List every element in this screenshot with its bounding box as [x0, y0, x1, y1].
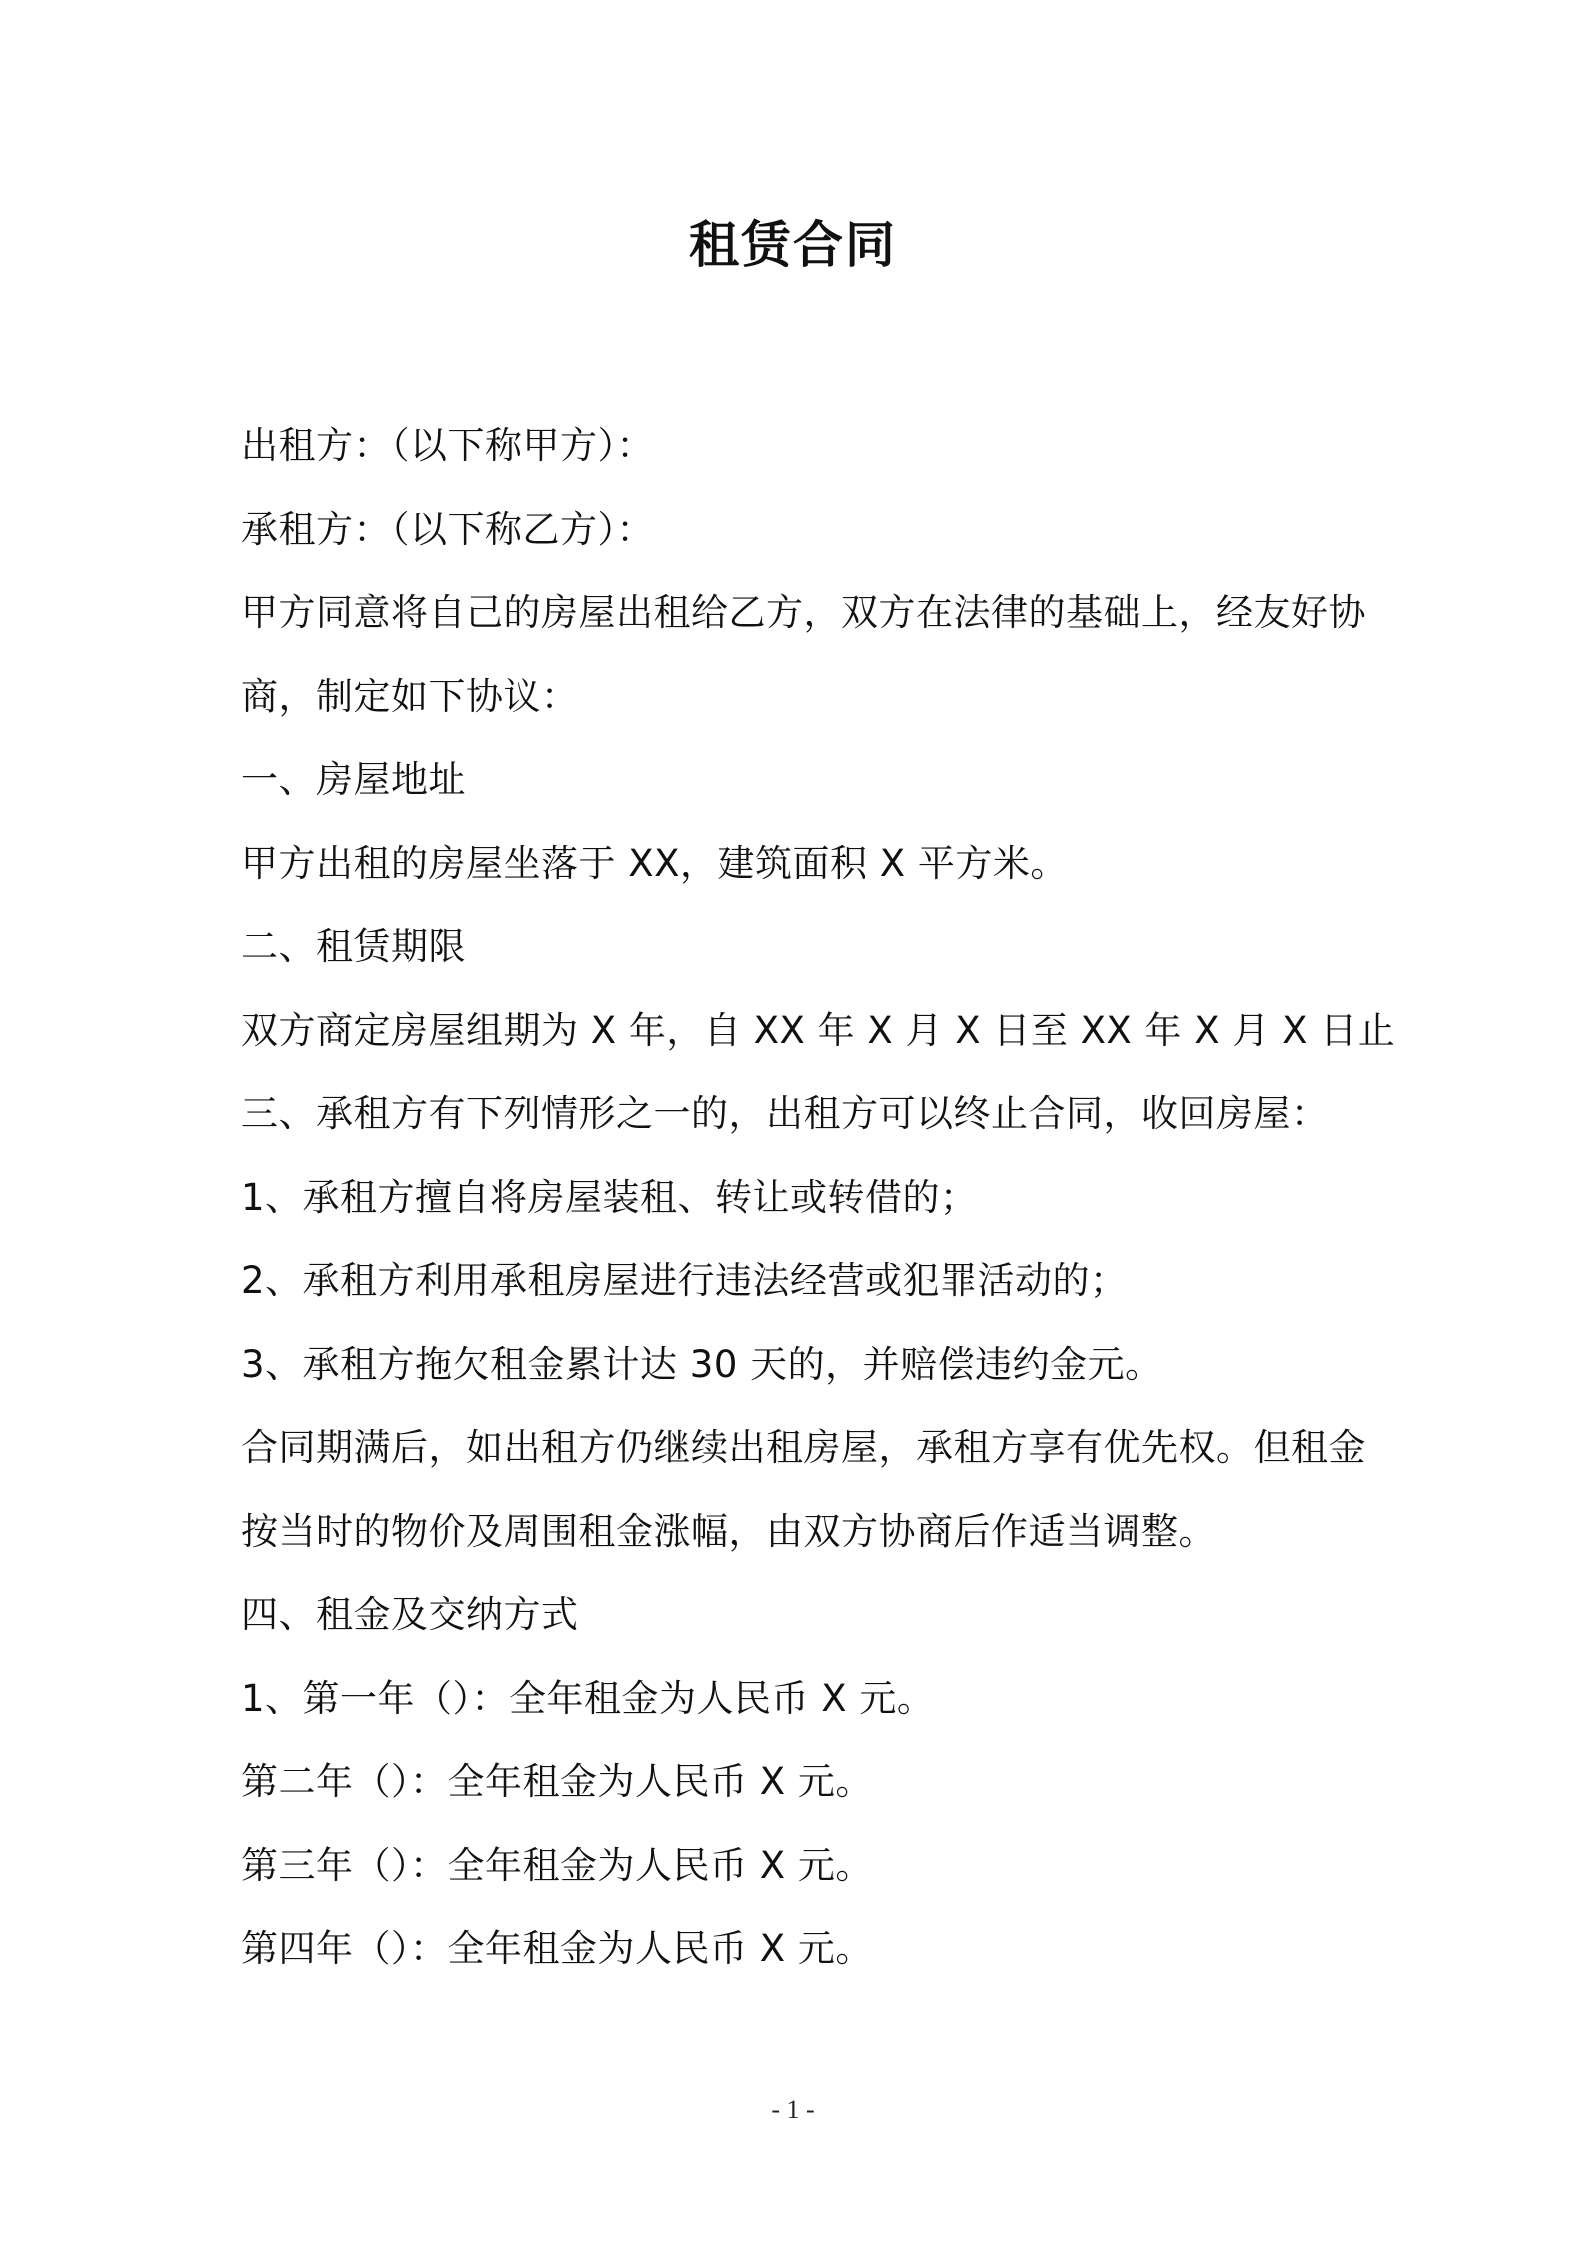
rent-year-3: 第三年（）：全年租金为人民币 X 元。 — [241, 1843, 873, 1887]
page-number: - 1 - — [771, 2095, 815, 2124]
renewal-paragraph-line-1: 合同期满后，如出租方仍继续出租房屋，承租方享有优先权。但租金 — [241, 1426, 1366, 1469]
intro-paragraph-line-1: 甲方同意将自己的房屋出租给乙方，双方在法律的基础上，经友好协 — [241, 591, 1366, 634]
section-1-text: 甲方出租的房屋坐落于 XX，建筑面积 X 平方米。 — [241, 841, 1068, 885]
section-4-heading: 四、租金及交纳方式 — [241, 1593, 579, 1636]
rent-year-1: 1、第一年（）：全年租金为人民币 X 元。 — [241, 1676, 935, 1720]
section-3-heading: 三、承租方有下列情形之一的，出租方可以终止合同，收回房屋： — [241, 1092, 1329, 1135]
document-title: 租赁合同 — [689, 216, 897, 274]
rent-year-4: 第四年（）：全年租金为人民币 X 元。 — [241, 1927, 873, 1970]
section-3-item-2: 2、承租方利用承租房屋进行违法经营或犯罪活动的； — [241, 1259, 1128, 1302]
section-1-heading: 一、房屋地址 — [241, 758, 466, 801]
lessee-line: 承租方：（以下称乙方）： — [241, 507, 654, 551]
section-3-item-1: 1、承租方擅自将房屋装租、转让或转借的； — [241, 1175, 978, 1219]
section-3-item-3: 3、承租方拖欠租金累计达 30 天的，并赔偿违约金元。 — [241, 1342, 1163, 1386]
section-2-text: 双方商定房屋组期为 X 年，自 XX 年 X 月 X 日至 XX 年 X 月 X 日止 — [241, 1008, 1396, 1052]
lessor-line: 出租方：（以下称甲方）： — [241, 424, 654, 467]
intro-paragraph-line-2: 商，制定如下协议： — [241, 674, 579, 718]
rent-year-2: 第二年（）：全年租金为人民币 X 元。 — [241, 1760, 873, 1803]
document-body — [241, 404, 1396, 1991]
section-2-heading: 二、租赁期限 — [241, 925, 466, 968]
renewal-paragraph-line-2: 按当时的物价及周围租金涨幅，由双方协商后作适当调整。 — [241, 1509, 1216, 1553]
